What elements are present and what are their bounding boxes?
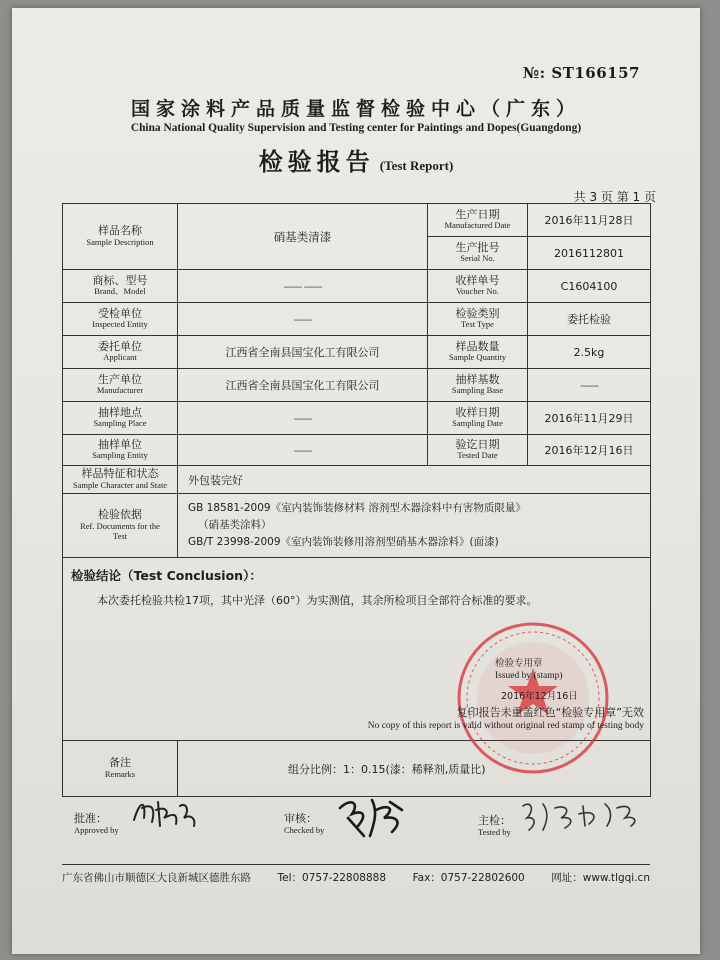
center-name-en: China National Quality Supervision and Testing center for Paintings and Dopes(Guangdong) [130, 122, 582, 134]
report-title [12, 142, 700, 177]
sampling-place-label: 抽样地点 Sampling Place [63, 402, 178, 435]
approved-label: 批准： Approved by [74, 812, 119, 836]
tested-date-value: 2016年12月16日 [528, 435, 651, 466]
serial-no-value: 2016112801 [528, 237, 651, 270]
report-sheet [12, 8, 700, 954]
applicant-label: 委托单位 Applicant [63, 336, 178, 369]
sampling-entity-value: ------ [178, 435, 428, 466]
sampling-entity-label: 抽样单位 Sampling Entity [63, 435, 178, 466]
sampling-place-value: ------ [178, 402, 428, 435]
footer-tel: Tel：0757-22808888 [277, 872, 387, 884]
applicant-value: 江西省全南县国宝化工有限公司 [178, 336, 428, 369]
sample-quantity-label: 样品数量 Sample Quantity [428, 336, 528, 369]
sampling-base-value: ------ [528, 369, 651, 402]
footer-fax: Fax：0757-22802600 [412, 872, 525, 884]
stamp-label-en: Issued by (stamp) [495, 671, 563, 681]
conclusion-title: 检验结论（Test Conclusion）： [71, 568, 262, 583]
manufacturer-value: 江西省全南县国宝化工有限公司 [178, 369, 428, 402]
copy-note-en: No copy of this report is valid without original red stamp of testing body [367, 721, 644, 731]
sampling-base-label: 抽样基数 Sampling Base [428, 369, 528, 402]
footer [62, 870, 650, 885]
ref-doc-1-note: （硝基类涂料） [198, 518, 272, 531]
footer-divider [62, 864, 650, 865]
tested-signature [517, 796, 647, 836]
sample-character-value: 外包装完好 [178, 466, 651, 494]
conclusion-cell [63, 558, 651, 741]
voucher-no-label: 收样单号 Voucher No. [428, 270, 528, 303]
checked-signature [334, 792, 414, 842]
sample-quantity-value: 2.5kg [528, 336, 651, 369]
serial-no-label: 生产批号 Serial No. [428, 237, 528, 270]
center-name-cn: 国家涂料产品质量监督检验中心（广东） [130, 98, 581, 120]
remarks-label: 备注 Remarks [63, 741, 178, 797]
footer-web: 网址：www.tlgqi.cn [551, 872, 650, 884]
stamp-label-cn: 检验专用章 [495, 658, 543, 669]
manufactured-date-value: 2016年11月28日 [528, 204, 651, 237]
ref-docs-value [178, 494, 651, 558]
sample-name-label: 样品名称 Sample Description [63, 204, 178, 270]
footer-address: 广东省佛山市顺德区大良新城区德胜东路 [62, 872, 251, 884]
stamp-date: 2016年12月16日 [501, 691, 578, 702]
report-number: №: ST166157 [522, 64, 640, 82]
inspected-entity-value: ------ [178, 303, 428, 336]
ref-doc-2: GB/T 23998-2009《室内装饰装修用溶剂型硝基木器涂料》(面漆) [188, 536, 499, 549]
page-info: 共 3 页 第 1 页 [573, 190, 656, 204]
sampling-date-label: 收样日期 Sampling Date [428, 402, 528, 435]
brand-value: ------ ------ [178, 270, 428, 303]
checked-label: 审核： Checked by [284, 812, 325, 836]
tested-date-label: 验讫日期 Tested Date [428, 435, 528, 466]
test-type-value: 委托检验 [528, 303, 651, 336]
ref-doc-1: GB 18581-2009《室内装饰装修材料 溶剂型木器涂料中有害物质限量》 [188, 501, 526, 514]
conclusion-body: 本次委托检验共检17项，其中光泽（60°）为实测值，其余所检项目全部符合标准的要求。 [97, 594, 538, 607]
report-table [62, 203, 651, 797]
sample-name-value: 硝基类清漆 [178, 204, 428, 270]
inspected-entity-label: 受检单位 Inspected Entity [63, 303, 178, 336]
approved-signature [130, 792, 200, 832]
voucher-no-value: C1604100 [528, 270, 651, 303]
ref-docs-label: 检验依据 Ref. Documents for the Test [63, 494, 178, 558]
brand-label: 商标、型号 Brand、Model [63, 270, 178, 303]
sampling-date-value: 2016年11月29日 [528, 402, 651, 435]
remarks-value: 组分比例：1：0.15(漆：稀释剂,质量比) [178, 741, 651, 797]
report-title-cn: 检验报告 [258, 148, 375, 176]
manufacturer-label: 生产单位 Manufacturer [63, 369, 178, 402]
test-type-label: 检验类别 Test Type [428, 303, 528, 336]
sample-character-label: 样品特征和状态 Sample Character and State [63, 466, 178, 494]
copy-note-cn: 复印报告未重盖红色“检验专用章”无效 [456, 706, 644, 719]
tested-label: 主检： Tested by [478, 814, 511, 838]
manufactured-date-label: 生产日期 Manufactured Date [428, 204, 528, 237]
report-title-en: (Test Report) [379, 158, 454, 173]
